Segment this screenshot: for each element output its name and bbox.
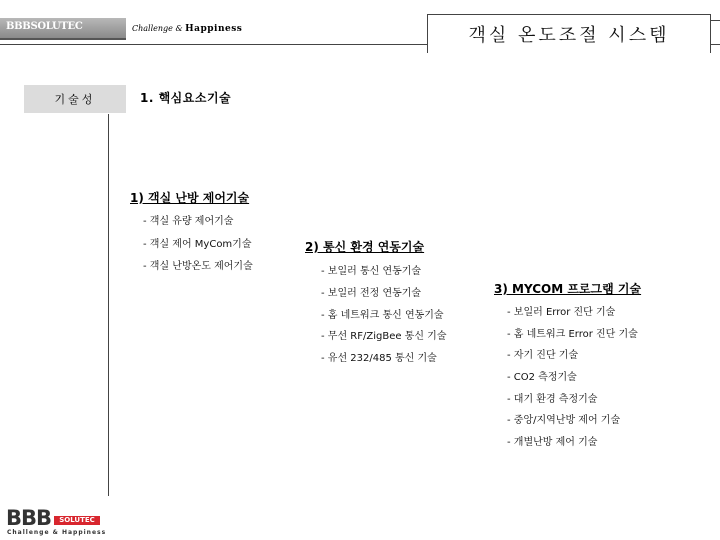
list-item: - 보일러 전정 연동기술 (321, 288, 422, 299)
list-item: - 개별난방 제어 기술 (507, 437, 598, 448)
footer-logo-tagline: Challenge & Happiness (7, 529, 107, 536)
list-item: - 보일러 Error 진단 기술 (507, 307, 616, 318)
tagline-prefix: Challenge & (132, 24, 186, 33)
group-title: 3) MYCOM 프로그램 기술 (494, 282, 642, 296)
list-item: - 보일러 통신 연동기술 (321, 266, 422, 277)
group-title: 2) 통신 환경 연동기술 (305, 240, 425, 254)
title-box (427, 14, 711, 53)
list-item: - 무선 RF/ZigBee 통신 기술 (321, 331, 447, 342)
list-item: - 중앙/지역난방 제어 기술 (507, 415, 621, 426)
header-logo (0, 18, 126, 40)
list-item: - 대기 환경 측정기술 (507, 394, 598, 405)
list-item: - 유선 232/485 통신 기술 (321, 353, 437, 364)
header-logo-text: BBBSOLUTEC (6, 21, 83, 32)
vertical-divider (108, 114, 109, 496)
header-corner-line (710, 20, 720, 45)
side-label: 기술성 (54, 93, 96, 106)
footer-logo-badge: SOLUTEC (54, 516, 100, 525)
list-item: - 홈 네트워크 Error 진단 기술 (507, 329, 638, 340)
footer-logo-main: BBB (6, 506, 52, 530)
list-item: - CO2 측정기술 (507, 372, 577, 383)
tagline-emphasis: Happiness (185, 24, 243, 34)
group-title: 1) 객실 난방 제어기술 (130, 191, 250, 205)
list-item: - 객실 난방온도 제어기술 (143, 261, 253, 272)
header-tagline (132, 24, 242, 34)
list-item: - 자기 진단 기술 (507, 350, 579, 361)
list-item: - 홈 네트워크 통신 연동기술 (321, 310, 444, 321)
section-title: 1. 핵심요소기술 (140, 91, 232, 105)
list-item: - 객실 제어 MyCom기술 (143, 239, 252, 250)
footer-logo (6, 506, 106, 536)
side-label-box (24, 85, 126, 113)
page-title: 객실 온도조절 시스템 (468, 25, 670, 46)
list-item: - 객실 유량 제어기술 (143, 216, 234, 227)
